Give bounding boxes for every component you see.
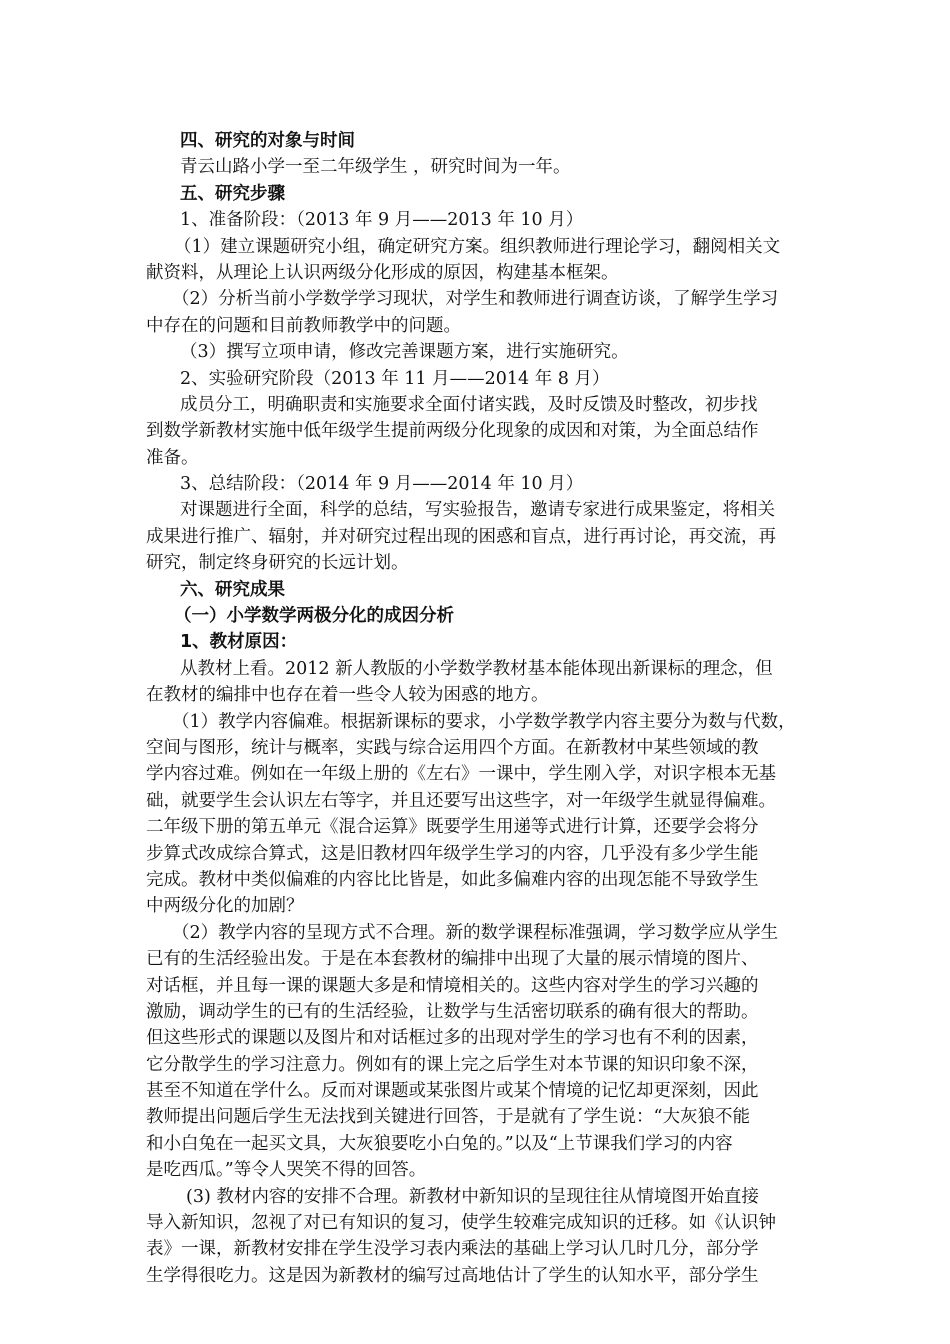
paragraph-line: 中两级分化的加剧？ xyxy=(146,896,304,917)
paragraph-line: 对话框，并且每一课的课题大多是和情境相关的。这些内容对学生的学习兴趣的 xyxy=(146,975,759,996)
paragraph-line: （1）建立课题研究小组，确定研究方案。组织教师进行理论学习，翻阅相关文 xyxy=(174,236,781,257)
paragraph-line: （3）撰写立项申请，修改完善课题方案，进行实施研究。 xyxy=(180,342,629,363)
paragraph-line: 从教材上看。2012 新人教版的小学数学教材基本能体现出新课标的理念，但 xyxy=(180,658,773,679)
paragraph-line: 导入新知识，忽视了对已有知识的复习，使学生较难完成知识的迁移。如《认识钟 xyxy=(146,1213,776,1234)
section-heading: 六、研究成果 xyxy=(180,579,285,600)
paragraph-line: 在教材的编排中也存在着一些令人较为困惑的地方。 xyxy=(146,685,549,706)
document-body xyxy=(146,128,816,1289)
paragraph-line: 教师提出问题后学生无法找到关键进行回答，于是就有了学生说：“大灰狼不能 xyxy=(146,1107,750,1128)
paragraph-line: 但这些形式的课题以及图片和对话框过多的出现对学生的学习也有不利的因素， xyxy=(146,1028,759,1049)
paragraph-line: 已有的生活经验出发。于是在本套教材的编排中出现了大量的展示情境的图片、 xyxy=(146,949,759,970)
section-heading: 五、研究步骤 xyxy=(180,183,285,204)
paragraph-line: 完成。教材中类似偏难的内容比比皆是，如此多偏难内容的出现怎能不导致学生 xyxy=(146,869,759,890)
paragraph-line: 成员分工，明确职责和实施要求全面付诸实践，及时反馈及时整改，初步找 xyxy=(180,394,758,415)
paragraph-line: 步算式改成综合算式，这是旧教材四年级学生学习的内容，几乎没有多少学生能 xyxy=(146,843,759,864)
section-heading: 四、研究的对象与时间 xyxy=(180,131,355,151)
paragraph-line: 献资料，从理论上认识两级分化形成的原因，构建基本框架。 xyxy=(146,262,619,283)
paragraph-line: 它分散学生的学习注意力。例如有的课上完之后学生对本节课的知识印象不深， xyxy=(146,1054,759,1075)
paragraph-line: 甚至不知道在学什么。反而对课题或某张图片或某个情境的记忆却更深刻，因此 xyxy=(146,1081,759,1102)
paragraph-line: （2）教学内容的呈现方式不合理。新的数学课程标准强调，学习数学应从学生 xyxy=(172,922,779,943)
section-heading: （一）小学数学两极分化的成因分析 xyxy=(174,606,454,627)
paragraph-line: 中存在的问题和目前教师教学中的问题。 xyxy=(146,315,461,336)
paragraph-line: 二年级下册的第五单元《混合运算》既要学生用递等式进行计算，还要学会将分 xyxy=(146,817,759,838)
paragraph-line: 激励，调动学生的已有的生活经验，让数学与生活密切联系的确有很大的帮助。 xyxy=(146,1001,759,1022)
paragraph-line: 是吃西瓜。”等令人哭笑不得的回答。 xyxy=(146,1160,427,1181)
section-heading: 1、教材原因： xyxy=(180,632,298,653)
paragraph-line: 生学得很吃力。这是因为新教材的编写过高地估计了学生的认知水平，部分学生 xyxy=(146,1265,759,1286)
paragraph-line: （2）分析当前小学数学学习现状，对学生和教师进行调查访谈，了解学生学习 xyxy=(172,289,779,310)
paragraph-line: 表》一课，新教材安排在学生没学习表内乘法的基础上学习认几时几分，部分学 xyxy=(146,1239,759,1260)
paragraph-line: 空间与图形，统计与概率，实践与综合运用四个方面。在新教材中某些领域的教 xyxy=(146,737,759,758)
paragraph-line: 对课题进行全面，科学的总结，写实验报告，邀请专家进行成果鉴定，将相关 xyxy=(180,500,775,521)
paragraph-line: 青云山路小学一至二年级学生 ，研究时间为一年。 xyxy=(180,157,571,178)
paragraph-line: 成果进行推广、辐射，并对研究过程出现的困惑和盲点，进行再讨论，再交流，再 xyxy=(146,526,776,547)
paragraph-line: 3、总结阶段：（2014 年 9 月——2014 年 10 月） xyxy=(180,474,584,495)
paragraph-line: 1、准备阶段：（2013 年 9 月——2013 年 10 月） xyxy=(180,210,584,231)
paragraph-line: 到数学新教材实施中低年级学生提前两级分化现象的成因和对策，为全面总结作 xyxy=(146,421,759,442)
paragraph-line: 础，就要学生会认识左右等字，并且还要写出这些字，对一年级学生就显得偏难。 xyxy=(146,790,776,811)
paragraph-line: (3) 教材内容的安排不合理。新教材中新知识的呈现往往从情境图开始直接 xyxy=(186,1186,759,1207)
paragraph-line: 准备。 xyxy=(146,447,199,468)
paragraph-line: 研究，制定终身研究的长远计划。 xyxy=(146,553,409,574)
paragraph-line: 和小白兔在一起买文具，大灰狼要吃小白兔的。”以及“上节课我们学习的内容 xyxy=(146,1133,733,1154)
paragraph-line: 2、实验研究阶段（2013 年 11 月——2014 年 8 月） xyxy=(180,368,610,389)
paragraph-line: （1）教学内容偏难。根据新课标的要求，小学数学教学内容主要分为数与代数， xyxy=(172,711,796,732)
paragraph-line: 学内容过难。例如在一年级上册的《左右》一课中，学生刚入学，对识字根本无基 xyxy=(146,764,776,785)
